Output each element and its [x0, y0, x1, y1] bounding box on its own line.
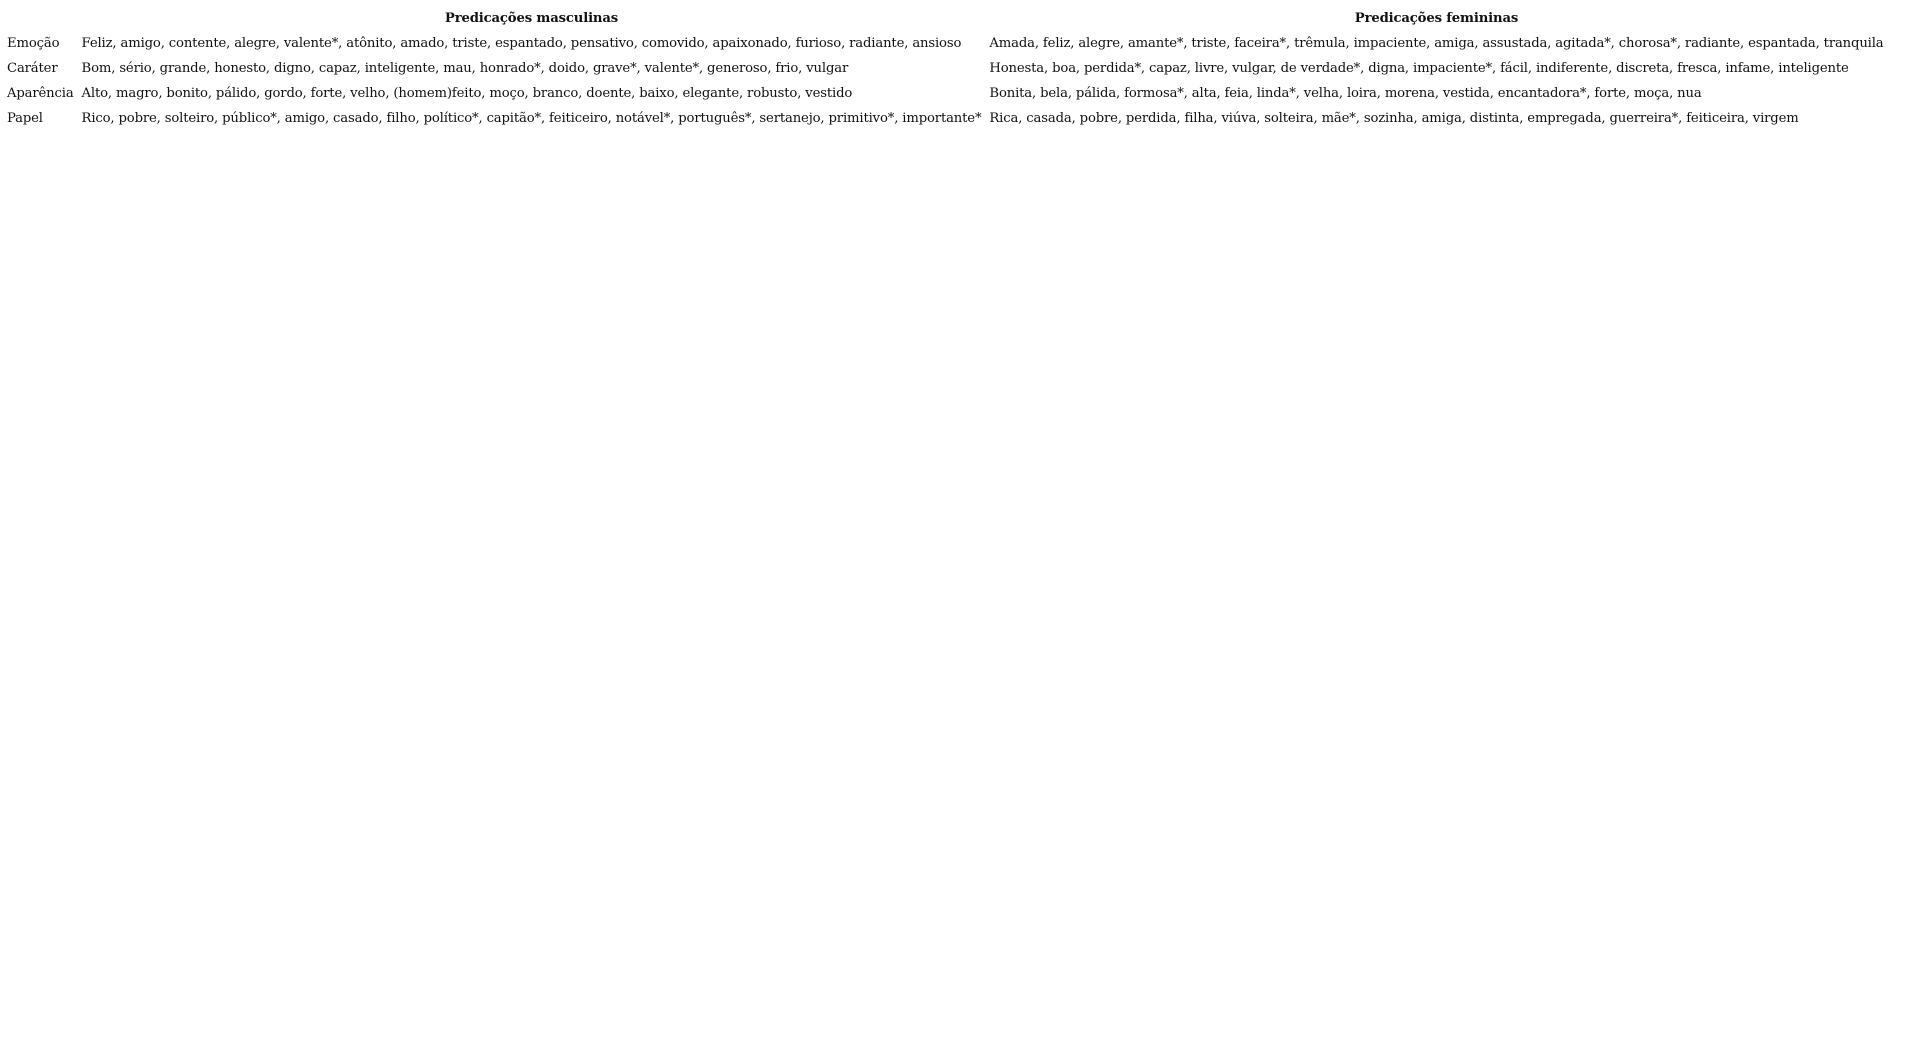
table-header	[3, 6, 1888, 31]
cell-female-papel: Rica, casada, pobre, perdida, filha, viúva, solteira, mãe*, sozinha, amiga, distinta, empregada, guerreira*, feiticeira, virgem	[989, 111, 1799, 126]
cell-female-carater: Honesta, boa, perdida*, capaz, livre, vulgar, de verdade*, digna, impaciente*, fácil, indiferente, discreta, fresca, infame, inteligente	[989, 61, 1849, 76]
header-female-predications: Predicações femininas	[1354, 11, 1519, 26]
cell-male-emocao: Feliz, amigo, contente, alegre, valente*, atônito, amado, triste, espantado, pensativo, comovido, apaixonado, furioso, radiante, ansioso	[81, 36, 962, 51]
table-body	[3, 31, 1888, 131]
header-blank	[3, 6, 78, 31]
table-row	[3, 56, 1888, 81]
row-label-carater: Caráter	[7, 61, 58, 76]
table-row	[3, 81, 1888, 106]
table-row	[3, 106, 1888, 131]
cell-male-aparencia: Alto, magro, bonito, pálido, gordo, forte, velho, (homem)feito, moço, branco, doente, baixo, elegante, robusto, vestido	[81, 86, 853, 101]
predications-table-container	[3, 6, 1888, 131]
cell-male-papel: Rico, pobre, solteiro, público*, amigo, casado, filho, político*, capitão*, feiticeiro, notável*, português*, sertanejo, primitivo*, importante*	[81, 111, 982, 126]
cell-female-aparencia: Bonita, bela, pálida, formosa*, alta, feia, linda*, velha, loira, morena, vestida, encantadora*, forte, moça, nua	[989, 86, 1702, 101]
row-label-aparencia: Aparência	[7, 86, 74, 101]
row-label-papel: Papel	[7, 111, 43, 126]
row-label-emocao: Emoção	[7, 36, 60, 51]
predications-table	[3, 6, 1888, 131]
cell-female-emocao: Amada, feliz, alegre, amante*, triste, faceira*, trêmula, impaciente, amiga, assustada, agitada*, chorosa*, radiante, espantada, tranquila	[989, 36, 1884, 51]
header-row	[3, 6, 1888, 31]
table-row	[3, 31, 1888, 56]
cell-male-carater: Bom, sério, grande, honesto, digno, capaz, inteligente, mau, honrado*, doido, grave*, valente*, generoso, frio, vulgar	[81, 61, 849, 76]
header-male-predications: Predicações masculinas	[444, 11, 619, 26]
